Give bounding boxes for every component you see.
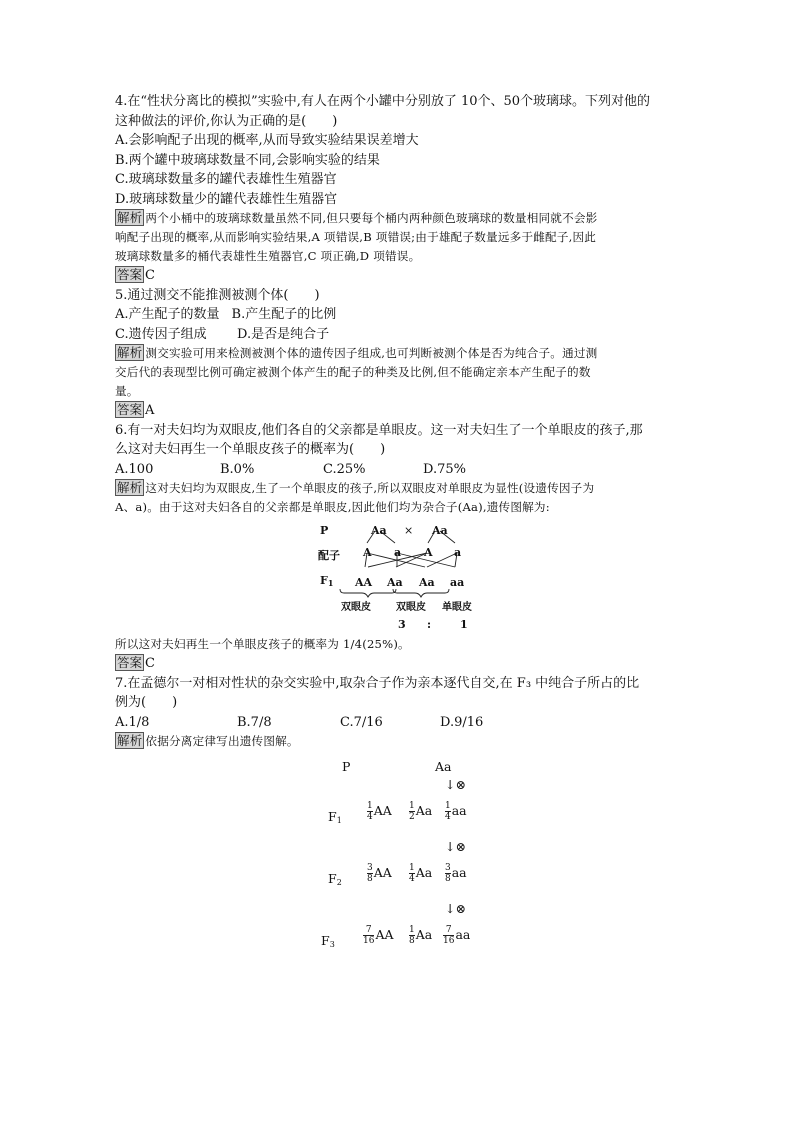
diagram-offspring: Aa	[387, 576, 403, 589]
gen-letter: F	[328, 871, 337, 886]
genotype: AA	[373, 803, 392, 818]
gen-subscript: 3	[329, 940, 335, 949]
q7-f3-label	[321, 931, 335, 955]
q4-analysis-line1	[115, 209, 683, 228]
answer-tag: 答案	[117, 402, 143, 417]
document-page	[115, 92, 683, 951]
diagram-parent2: Aa	[432, 524, 448, 537]
q4-analysis-line3: 玻璃球数量多的桶代表雄性生殖器官,C 项正确,D 项错误。	[115, 249, 421, 263]
q6-options	[115, 460, 683, 480]
analysis-tag: 解析	[117, 210, 143, 225]
diagram-gamete: a	[394, 546, 402, 559]
numerator: 1	[409, 863, 415, 873]
genotype: aa	[451, 803, 467, 818]
diagram-phenotype: 单眼皮	[442, 602, 472, 613]
diagram-phenotype: 双眼皮	[341, 602, 371, 613]
q7-p-label: P	[342, 759, 351, 774]
q4-analysis-text1: 两个小桶中的玻璃球数量虽然不同,但只要每个桶内两种颜色玻璃球的数量相同就不会影	[145, 211, 598, 225]
diagram-gamete: A	[363, 546, 372, 559]
fraction	[409, 925, 415, 946]
q7-f1-label	[328, 807, 342, 831]
diagram-gamete: A	[424, 546, 433, 559]
diagram-gamete: a	[454, 546, 462, 559]
q7-stem-line2: 例为( )	[115, 695, 178, 710]
q5-analysis-line2: 交后代的表现型比例可确定被测个体产生的配子的种类及比例,但不能确定亲本产生配子的数	[115, 365, 591, 379]
denominator: 4	[409, 874, 415, 884]
q6-answer-value: C	[145, 656, 155, 671]
self-cross-symbol: ↓⊗	[445, 777, 466, 792]
answer-tag: 答案	[117, 267, 143, 282]
q5-analysis-text1: 测交实验可用来检测被测个体的遗传因子组成,也可判断被测个体是否为纯合子。通过测	[145, 346, 598, 360]
denominator: 4	[367, 812, 373, 822]
q7-option-c: C.7/16	[340, 714, 383, 730]
q6-stem-line1: 6.有一对夫妇均为双眼皮,他们各自的父亲都是单眼皮。这一对夫妇生了一个单眼皮的孩子,那	[115, 422, 643, 438]
denominator: 4	[445, 812, 451, 822]
q7-f2-item	[445, 863, 467, 884]
q6-option-b: B.0%	[220, 461, 255, 477]
q7-option-a: A.1/8	[115, 714, 150, 730]
q4-option-d: D.玻璃球数量少的罐代表雄性生殖器官	[115, 191, 338, 207]
fraction	[367, 863, 373, 884]
q4-option-c: C.玻璃球数量多的罐代表雄性生殖器官	[115, 172, 337, 187]
analysis-tag: 解析	[117, 733, 143, 748]
numerator: 3	[367, 863, 373, 873]
genotype: Aa	[415, 803, 433, 818]
q7-f1-item	[445, 801, 467, 822]
q5-option-b: B.产生配子的比例	[231, 307, 337, 322]
q5-option-a: A.产生配子的数量	[115, 307, 220, 322]
q6-stem-line2: 么这对夫妇再生一个单眼皮孩子的概率为( )	[115, 442, 386, 457]
diagram-cross-symbol: ×	[404, 524, 414, 537]
q4-stem-line2: 这种做法的评价,你认为正确的是( )	[115, 113, 338, 129]
diagram-gamete-label: 配子	[318, 549, 340, 562]
q4-answer-value: C	[145, 268, 155, 283]
gen-letter: F	[321, 933, 330, 948]
numerator: 1	[445, 801, 451, 811]
q4-stem-line1: 4.在“性状分离比的模拟”实验中,有人在两个小罐中分别放了 10个、50个玻璃球。下列对他的	[115, 94, 651, 109]
self-cross-symbol: ↓⊗	[445, 839, 466, 854]
diagram-f1-label	[320, 571, 333, 594]
genotype: Aa	[415, 927, 433, 942]
q4-option-a: A.会影响配子出现的概率,从而导致实验结果误差增大	[115, 133, 419, 148]
q7-option-b: B.7/8	[237, 714, 272, 730]
q7-f2-item	[367, 863, 392, 884]
gen-subscript: 1	[336, 816, 342, 825]
genotype: AA	[373, 865, 392, 880]
q5-options-row1	[115, 305, 683, 325]
q6-option-a: A.100	[115, 461, 154, 477]
q7-f1-item	[409, 801, 432, 822]
q4-answer	[115, 266, 683, 286]
q5-option-c: C.遗传因子组成	[115, 326, 207, 342]
q7-options	[115, 713, 683, 733]
fraction	[445, 801, 451, 822]
q7-f2-label	[328, 869, 342, 893]
f1-subscript: 1	[327, 578, 334, 588]
denominator: 16	[443, 936, 455, 946]
q6-conclusion: 所以这对夫妇再生一个单眼皮孩子的概率为 1/4(25%)。	[115, 637, 410, 651]
analysis-tag: 解析	[117, 480, 143, 495]
self-cross-symbol: ↓⊗	[445, 901, 466, 916]
q7-f3-item	[409, 925, 432, 946]
q4-analysis-line2: 响配子出现的概率,从而影响实验结果,A 项错误,B 项错误;由于雄配子数量远多于雌配子,因此	[115, 230, 597, 244]
q5-option-d: D.是否是纯合子	[237, 326, 330, 342]
numerator: 7	[445, 925, 452, 935]
diagram-offspring: AA	[355, 576, 373, 589]
diagram-ratio-dominant: 3	[398, 618, 406, 631]
q6-genetic-diagram	[115, 517, 683, 635]
q5-options-row2	[115, 325, 683, 345]
q7-genetic-diagram	[115, 751, 683, 951]
diagram-offspring: Aa	[419, 576, 435, 589]
numerator: 7	[365, 925, 372, 935]
numerator: 3	[445, 863, 451, 873]
q4-option-b: B.两个罐中玻璃球数量不同,会影响实验的结果	[115, 152, 380, 168]
q7-f2-item	[409, 863, 432, 884]
genotype: aa	[455, 927, 471, 942]
q6-option-d: D.75%	[423, 461, 466, 477]
diagram-ratio-recessive: 1	[460, 618, 468, 631]
f1-letter: F	[320, 574, 328, 587]
diagram-ratio-colon: :	[427, 618, 432, 631]
fraction	[409, 863, 415, 884]
denominator: 2	[409, 812, 415, 822]
genotype: Aa	[415, 865, 433, 880]
genotype: AA	[375, 927, 394, 942]
numerator: 1	[367, 801, 373, 811]
q7-parent: Aa	[435, 759, 452, 774]
q7-stem-line1: 7.在孟德尔一对相对性状的杂交实验中,取杂合子作为亲本逐代自交,在 F₃ 中纯合子所占的比	[115, 675, 640, 691]
diagram-parent1: Aa	[371, 524, 387, 537]
q5-analysis-line3: 量。	[115, 384, 139, 398]
q6-answer	[115, 654, 683, 674]
q6-analysis-line1	[115, 479, 683, 498]
q6-analysis-line2: A、a)。由于这对夫妇各自的父亲都是单眼皮,因此他们均为杂合子(Aa),遗传图解为:	[115, 500, 550, 514]
numerator: 1	[409, 925, 415, 935]
q7-option-d: D.9/16	[440, 714, 484, 730]
numerator: 1	[409, 801, 415, 811]
q7-f3-item	[443, 925, 470, 946]
q5-answer-value: A	[145, 403, 155, 418]
fraction	[443, 925, 454, 946]
fraction	[363, 925, 374, 946]
fraction	[367, 801, 373, 822]
q5-answer	[115, 401, 683, 421]
diagram-offspring: aa	[450, 576, 465, 589]
q7-f3-item	[363, 925, 394, 946]
denominator: 16	[363, 936, 375, 946]
denominator: 8	[409, 936, 415, 946]
fraction	[409, 801, 415, 822]
denominator: 8	[367, 874, 373, 884]
genotype: aa	[451, 865, 467, 880]
q7-f1-item	[367, 801, 392, 822]
q6-option-c: C.25%	[323, 461, 366, 477]
gen-letter: F	[328, 809, 337, 824]
analysis-tag: 解析	[117, 345, 143, 360]
q7-analysis	[115, 732, 683, 751]
q7-analysis-text: 依据分离定律写出遗传图解。	[145, 734, 299, 748]
fraction	[445, 863, 451, 884]
q6-analysis-text1: 这对夫妇均为双眼皮,生了一个单眼皮的孩子,所以双眼皮对单眼皮为显性(设遗传因子为	[145, 481, 595, 495]
answer-tag: 答案	[117, 655, 143, 670]
gen-subscript: 2	[336, 878, 342, 887]
q5-stem: 5.通过测交不能推测被测个体( )	[115, 287, 320, 303]
diagram-phenotype: 双眼皮	[396, 602, 426, 613]
diagram-p-label: P	[320, 524, 329, 537]
q5-analysis-line1	[115, 344, 683, 363]
denominator: 8	[445, 874, 451, 884]
